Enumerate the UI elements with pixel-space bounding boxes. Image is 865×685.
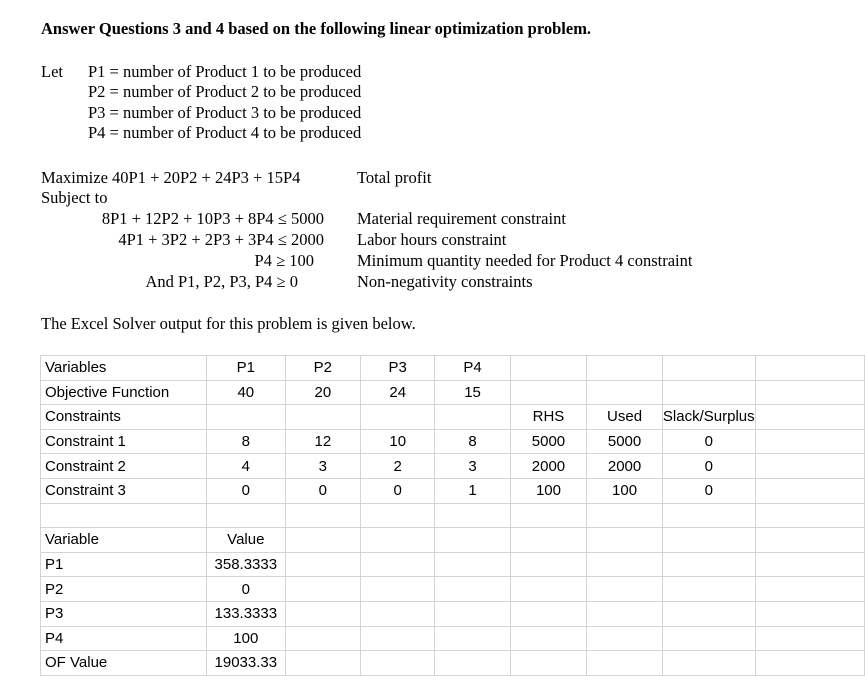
cell-empty bbox=[435, 405, 510, 430]
cell-empty bbox=[285, 503, 360, 528]
cell-empty bbox=[662, 528, 755, 553]
cell-coef: 12 bbox=[285, 429, 360, 454]
cell-coef: 8 bbox=[435, 429, 510, 454]
cell-variables-label: Variables bbox=[41, 356, 207, 381]
table-row-value-p2 bbox=[41, 577, 865, 602]
table-row-value-header bbox=[41, 528, 865, 553]
table-row-constraint-1 bbox=[41, 429, 865, 454]
nonnegativity-expression: And P1, P2, P3, P4 ≥ 0 bbox=[145, 272, 298, 291]
subject-to: Subject to bbox=[41, 188, 108, 207]
cell-rhs: 5000 bbox=[510, 429, 586, 454]
cell-empty bbox=[755, 405, 864, 430]
constraint-2-expression: 4P1 + 3P2 + 2P3 + 3P4 ≤ 2000 bbox=[118, 230, 324, 249]
cell-coef: 3 bbox=[435, 454, 510, 479]
cell-objective-p2: 20 bbox=[285, 380, 360, 405]
cell-used: 5000 bbox=[587, 429, 663, 454]
cell-empty bbox=[361, 528, 435, 553]
cell-empty bbox=[285, 651, 360, 676]
definition-p2: P2 = number of Product 2 to be produced bbox=[88, 82, 362, 101]
constraint-3-description: Minimum quantity needed for Product 4 constraint bbox=[357, 251, 693, 270]
cell-empty bbox=[662, 552, 755, 577]
cell-empty bbox=[755, 454, 864, 479]
cell-objective-label: Objective Function bbox=[41, 380, 207, 405]
cell-empty bbox=[587, 601, 663, 626]
cell-header-p3: P3 bbox=[361, 356, 435, 381]
cell-empty bbox=[361, 601, 435, 626]
cell-empty bbox=[206, 405, 285, 430]
cell-empty bbox=[510, 651, 586, 676]
cell-empty bbox=[587, 552, 663, 577]
cell-empty bbox=[755, 356, 864, 381]
cell-empty bbox=[755, 503, 864, 528]
table-row-variables bbox=[41, 356, 865, 381]
cell-empty bbox=[285, 577, 360, 602]
cell-value-label: P2 bbox=[41, 577, 207, 602]
cell-empty bbox=[662, 356, 755, 381]
cell-coef: 0 bbox=[361, 478, 435, 503]
cell-constraint-label: Constraint 3 bbox=[41, 478, 207, 503]
objective-expression: Maximize 40P1 + 20P2 + 24P3 + 15P4 bbox=[41, 168, 301, 187]
cell-objective-p3: 24 bbox=[361, 380, 435, 405]
cell-empty bbox=[435, 528, 510, 553]
cell-empty bbox=[435, 651, 510, 676]
cell-empty bbox=[361, 577, 435, 602]
cell-coef: 10 bbox=[361, 429, 435, 454]
cell-empty bbox=[435, 626, 510, 651]
cell-constraints-label: Constraints bbox=[41, 405, 207, 430]
cell-header-p1: P1 bbox=[206, 356, 285, 381]
cell-value-header: Value bbox=[206, 528, 285, 553]
table-row-of-value bbox=[41, 651, 865, 676]
cell-empty bbox=[41, 503, 207, 528]
cell-constraint-label: Constraint 1 bbox=[41, 429, 207, 454]
cell-coef: 4 bbox=[206, 454, 285, 479]
cell-empty bbox=[755, 380, 864, 405]
cell-coef: 0 bbox=[285, 478, 360, 503]
cell-empty bbox=[285, 626, 360, 651]
cell-empty bbox=[435, 552, 510, 577]
cell-empty bbox=[662, 577, 755, 602]
table-row-value-p3 bbox=[41, 601, 865, 626]
cell-empty bbox=[662, 503, 755, 528]
cell-value-label: P1 bbox=[41, 552, 207, 577]
cell-variable-label: Variable bbox=[41, 528, 207, 553]
constraint-1-expression: 8P1 + 12P2 + 10P3 + 8P4 ≤ 5000 bbox=[101, 209, 324, 228]
cell-empty bbox=[206, 503, 285, 528]
cell-used: 100 bbox=[587, 478, 663, 503]
heading: Answer Questions 3 and 4 based on the following linear optimization problem. bbox=[41, 19, 592, 38]
cell-coef: 1 bbox=[435, 478, 510, 503]
cell-rhs: 100 bbox=[510, 478, 586, 503]
cell-empty bbox=[587, 503, 663, 528]
constraint-3-expression: P4 ≥ 100 bbox=[254, 251, 314, 270]
cell-rhs-header: RHS bbox=[510, 405, 586, 430]
cell-empty bbox=[510, 528, 586, 553]
table-row-value-p4 bbox=[41, 626, 865, 651]
cell-empty bbox=[587, 626, 663, 651]
solver-intro: The Excel Solver output for this problem is given below. bbox=[41, 314, 416, 333]
cell-empty bbox=[435, 601, 510, 626]
cell-empty bbox=[285, 528, 360, 553]
cell-empty bbox=[755, 552, 864, 577]
constraint-2-description: Labor hours constraint bbox=[357, 230, 507, 249]
definition-p1: P1 = number of Product 1 to be produced bbox=[88, 62, 362, 81]
cell-empty bbox=[435, 577, 510, 602]
cell-used-header: Used bbox=[587, 405, 663, 430]
cell-empty bbox=[361, 651, 435, 676]
cell-empty bbox=[755, 651, 864, 676]
objective-description: Total profit bbox=[357, 168, 432, 187]
cell-empty bbox=[755, 429, 864, 454]
cell-empty bbox=[285, 405, 360, 430]
table-row-blank bbox=[41, 503, 865, 528]
cell-coef: 8 bbox=[206, 429, 285, 454]
cell-value: 19033.33 bbox=[206, 651, 285, 676]
cell-empty bbox=[587, 380, 663, 405]
cell-empty bbox=[587, 651, 663, 676]
table-row-value-p1 bbox=[41, 552, 865, 577]
cell-objective-p4: 15 bbox=[435, 380, 510, 405]
cell-rhs: 2000 bbox=[510, 454, 586, 479]
cell-empty bbox=[587, 356, 663, 381]
cell-empty bbox=[755, 528, 864, 553]
cell-used: 2000 bbox=[587, 454, 663, 479]
cell-value-label: OF Value bbox=[41, 651, 207, 676]
nonnegativity-description: Non-negativity constraints bbox=[357, 272, 533, 291]
cell-empty bbox=[510, 626, 586, 651]
cell-value: 133.3333 bbox=[206, 601, 285, 626]
cell-empty bbox=[510, 356, 586, 381]
cell-empty bbox=[361, 552, 435, 577]
cell-slack: 0 bbox=[662, 429, 755, 454]
cell-empty bbox=[285, 601, 360, 626]
solver-output-table bbox=[40, 355, 865, 676]
table-row-constraint-3 bbox=[41, 478, 865, 503]
cell-empty bbox=[662, 651, 755, 676]
table-row-constraints-header bbox=[41, 405, 865, 430]
cell-empty bbox=[510, 577, 586, 602]
cell-empty bbox=[510, 503, 586, 528]
cell-value-label: P4 bbox=[41, 626, 207, 651]
cell-header-p2: P2 bbox=[285, 356, 360, 381]
definition-p3: P3 = number of Product 3 to be produced bbox=[88, 103, 362, 122]
cell-coef: 0 bbox=[206, 478, 285, 503]
let-label: Let bbox=[41, 62, 63, 81]
cell-value: 100 bbox=[206, 626, 285, 651]
cell-coef: 3 bbox=[285, 454, 360, 479]
cell-value: 358.3333 bbox=[206, 552, 285, 577]
cell-empty bbox=[662, 626, 755, 651]
cell-empty bbox=[435, 503, 510, 528]
table-row-objective bbox=[41, 380, 865, 405]
cell-empty bbox=[361, 405, 435, 430]
cell-empty bbox=[755, 478, 864, 503]
definition-p4: P4 = number of Product 4 to be produced bbox=[88, 123, 362, 142]
table-row-constraint-2 bbox=[41, 454, 865, 479]
cell-empty bbox=[510, 601, 586, 626]
cell-value-label: P3 bbox=[41, 601, 207, 626]
cell-slack: 0 bbox=[662, 478, 755, 503]
cell-objective-p1: 40 bbox=[206, 380, 285, 405]
cell-empty bbox=[587, 528, 663, 553]
cell-empty bbox=[510, 552, 586, 577]
cell-value: 0 bbox=[206, 577, 285, 602]
cell-empty bbox=[662, 601, 755, 626]
cell-empty bbox=[755, 577, 864, 602]
cell-empty bbox=[285, 552, 360, 577]
cell-header-p4: P4 bbox=[435, 356, 510, 381]
cell-empty bbox=[755, 626, 864, 651]
cell-empty bbox=[510, 380, 586, 405]
cell-empty bbox=[587, 577, 663, 602]
cell-empty bbox=[361, 503, 435, 528]
cell-empty bbox=[361, 626, 435, 651]
cell-empty bbox=[755, 601, 864, 626]
cell-constraint-label: Constraint 2 bbox=[41, 454, 207, 479]
cell-coef: 2 bbox=[361, 454, 435, 479]
cell-empty bbox=[662, 380, 755, 405]
constraint-1-description: Material requirement constraint bbox=[357, 209, 566, 228]
cell-slack: 0 bbox=[662, 454, 755, 479]
cell-slack-header: Slack/Surplus bbox=[662, 405, 755, 430]
